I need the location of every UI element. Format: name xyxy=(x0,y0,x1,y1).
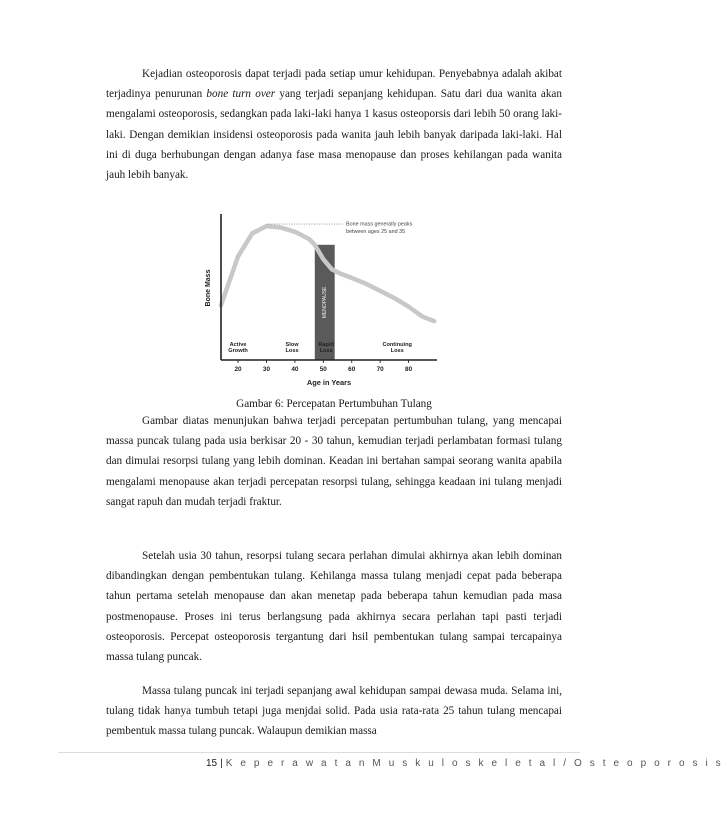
paragraph-1 xyxy=(106,64,562,185)
bone-mass-figure xyxy=(200,206,445,392)
phase-label-2-1: Loss xyxy=(319,348,333,354)
page-number: 15 xyxy=(206,758,218,769)
menopause-label: MENOPAUSE xyxy=(322,286,329,319)
x-tick-label-70: 70 xyxy=(376,366,384,373)
paragraph-3 xyxy=(106,546,562,667)
x-tick-label-60: 60 xyxy=(348,366,356,373)
phase-label-0-1: Growth xyxy=(228,348,248,354)
phase-label-3-1: Loss xyxy=(390,348,404,354)
annotation-line-2: between ages 25 and 35 xyxy=(346,229,406,236)
paragraph-4-text: Massa tulang puncak ini terjadi sepanjang awal kehidupan sampai dewasa muda. Selama ini, tulang tidak hanya tumbuh tetapi juga menjdai solid. Pada usia rata-rata 25 tahun tulang mencapai pembentuk massa tulang puncak. Walaupun demikian massa xyxy=(106,685,562,738)
phase-label-2-0: Rapid xyxy=(318,342,334,348)
footer-divider xyxy=(58,752,580,753)
x-tick-label-80: 80 xyxy=(405,366,413,373)
figure-caption: Gambar 6: Percepatan Pertumbuhan Tulang xyxy=(236,398,432,410)
x-axis-label: Age in Years xyxy=(306,378,352,387)
phase-label-0-0: Active xyxy=(229,342,247,348)
paragraph-4 xyxy=(106,681,562,742)
paragraph-2 xyxy=(106,411,562,512)
y-axis-label: Bone Mass xyxy=(205,269,212,307)
paragraph-3-text: Setelah usia 30 tahun, resorpsi tulang secara perlahan dimulai akhirnya akan lebih dominan dibandingkan dengan pembentukan tulang. Kehilanga massa tulang menjadi cepat pada beberapa tahun pertama setelah menopause dan akan menetap pada beberapa tahun kemudian pada masa postmenopause. Proses ini terus berlangsung pada akhirnya secara perlahan tapi pasti terjadi osteoporosis. Percepat osteoporosis tergantung dari hsil pembentukan tulang sampai tercapainya massa tulang puncak. xyxy=(106,550,562,664)
x-tick-label-50: 50 xyxy=(319,366,327,373)
footer-separator: | xyxy=(220,758,223,769)
bone-mass-chart xyxy=(200,206,445,392)
footer-title: K e p e r a w a t a n M u s k u l o s k e l e t a l / O s t e o p o r o s i s xyxy=(225,758,723,769)
x-tick-label-30: 30 xyxy=(262,366,271,373)
x-tick-label-20: 20 xyxy=(234,366,242,373)
paragraph-2-text: Gambar diatas menunjukan bahwa terjadi percepatan pertumbuhan tulang, yang mencapai massa puncak tulang pada usia berkisar 20 - 30 tahun, kemudian terjadi perlambatan formasi tulang dan dimulai resorpsi tulang yang lebih dominan. Keadan ini bertahan sampai seorang wanita apabila mengalami menopause akan terjadi percepatan resorpsi tulang, sehingga keadaan ini tulang menjadi sangat rapuh dan mudah terjadi fraktur. xyxy=(106,415,562,508)
phase-label-3-0: Continuing xyxy=(382,342,412,348)
paragraph-1-emphasis: bone turn over xyxy=(206,88,276,101)
page-footer xyxy=(206,758,723,769)
x-tick-label-40: 40 xyxy=(291,366,299,373)
phase-label-1-1: Loss xyxy=(285,348,299,354)
paragraph-1-text-a: Kejadian osteoporosis dapat terjadi pada setiap umur kehidupan. Penyebabnya adalah akibat terjadinya penurunan xyxy=(106,68,562,101)
phase-label-1-0: Slow xyxy=(285,342,299,348)
annotation-line-1: Bone mass generally peaks xyxy=(346,221,413,228)
paragraph-1-text-b: yang terjadi sepanjang kehidupan. Satu dari dua wanita akan mengalami osteoporosis, sedangkan pada laki-laki hanya 1 kasus osteoporsis dari lebih 50 orang laki-laki. Dengan demikian insidensi osteoporosis pada wanita jauh lebih banyak daripada laki-laki. Hal ini di duga berhubungan dengan adanya fase masa menopause dan proses kehilangan pada wanita jauh lebih banyak. xyxy=(106,88,562,182)
